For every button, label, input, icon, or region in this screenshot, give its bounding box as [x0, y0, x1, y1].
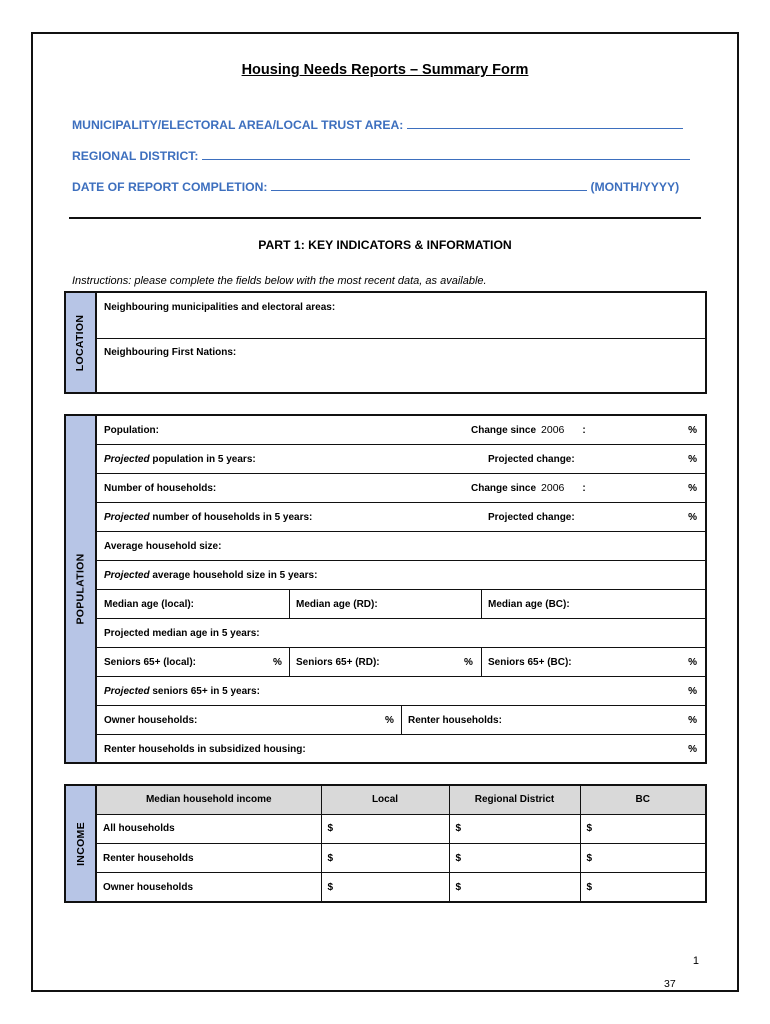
income-cell-local[interactable]: $ — [321, 843, 449, 872]
report-date-label: DATE OF REPORT COMPLETION: — [72, 180, 268, 194]
income-side-label: INCOME — [66, 786, 97, 901]
tenure-row — [97, 706, 705, 735]
population-row — [97, 416, 705, 445]
neighbouring-municipalities-input[interactable] — [97, 317, 705, 339]
median-age-row — [97, 590, 705, 619]
income-row-label: Owner households — [97, 873, 321, 901]
population-change-pct: % — [688, 424, 697, 436]
income-cell-local[interactable]: $ — [321, 873, 449, 901]
seniors-rd-label: Seniors 65+ (RD): — [289, 648, 380, 676]
renter-subsidized-row — [97, 735, 705, 764]
projected-households-pct: % — [688, 511, 697, 523]
projected-population-pct: % — [688, 453, 697, 465]
population-section — [64, 414, 707, 764]
projected-population-row — [97, 445, 705, 474]
projected-avg-size-label: Projected average household size in 5 years: — [104, 569, 318, 581]
population-label: Population: — [104, 424, 159, 436]
regional-district-field — [72, 148, 690, 163]
instructions: Instructions: please complete the fields below with the most recent data, as available. — [72, 275, 487, 287]
page-number: 1 — [692, 955, 699, 967]
report-date-field — [72, 179, 679, 194]
location-side-label: LOCATION — [66, 293, 97, 392]
avg-household-size-row — [97, 532, 705, 561]
income-header-regional: Regional District — [449, 786, 580, 814]
median-age-bc-label: Median age (BC): — [481, 590, 570, 618]
income-header-category: Median household income — [97, 786, 321, 814]
income-cell-bc[interactable]: $ — [580, 873, 705, 901]
seniors-rd-pct: % — [464, 656, 473, 668]
income-cell-regional[interactable]: $ — [449, 843, 580, 872]
neighbouring-municipalities-label: Neighbouring municipalities and electoral areas: — [104, 302, 336, 313]
households-change-label: Change since 2006 : — [471, 482, 586, 494]
table-row — [97, 873, 705, 901]
neighbouring-first-nations-input[interactable] — [97, 361, 705, 391]
projected-seniors-pct: % — [688, 685, 697, 697]
regional-district-label: REGIONAL DISTRICT: — [72, 149, 199, 163]
part-title: PART 1: KEY INDICATORS & INFORMATION — [258, 238, 512, 252]
municipality-field — [72, 117, 683, 132]
income-row-label: Renter households — [97, 843, 321, 872]
seniors-local-label: Seniors 65+ (local): — [104, 656, 196, 668]
income-cell-regional[interactable]: $ — [449, 814, 580, 843]
income-cell-regional[interactable]: $ — [449, 873, 580, 901]
projected-population-label: Projected population in 5 years: — [104, 453, 256, 465]
seniors-row — [97, 648, 705, 677]
municipality-label: MUNICIPALITY/ELECTORAL AREA/LOCAL TRUST AREA: — [72, 118, 404, 132]
form-title: Housing Needs Reports – Summary Form — [241, 62, 529, 78]
seniors-bc-label: Seniors 65+ (BC): — [481, 648, 572, 676]
income-cell-bc[interactable]: $ — [580, 843, 705, 872]
neighbouring-first-nations-label: Neighbouring First Nations: — [104, 347, 237, 358]
income-section — [64, 784, 707, 903]
renter-households-label: Renter households: — [401, 706, 502, 734]
location-divider — [97, 338, 705, 339]
income-cell-local[interactable]: $ — [321, 814, 449, 843]
avg-household-size-label: Average household size: — [104, 540, 222, 552]
income-header-row — [97, 786, 705, 814]
households-row — [97, 474, 705, 503]
regional-district-input[interactable] — [202, 148, 690, 160]
owner-households-pct: % — [385, 714, 394, 726]
income-header-bc: BC — [580, 786, 705, 814]
location-section — [64, 291, 707, 394]
table-row — [97, 814, 705, 843]
median-age-rd-label: Median age (RD): — [289, 590, 378, 618]
population-change-label: Change since 2006 : — [471, 424, 586, 436]
households-base-year[interactable]: 2006 — [541, 482, 565, 494]
projected-seniors-row — [97, 677, 705, 706]
table-row — [97, 843, 705, 872]
projected-households-label: Projected number of households in 5 years: — [104, 511, 313, 523]
renter-subsidized-pct: % — [688, 744, 697, 755]
report-date-input[interactable] — [271, 179, 587, 191]
households-change-pct: % — [688, 482, 697, 494]
header-divider — [69, 217, 701, 219]
income-table — [97, 786, 705, 901]
projected-households-row — [97, 503, 705, 532]
income-header-local: Local — [321, 786, 449, 814]
population-side-label: POPULATION — [66, 416, 97, 762]
owner-households-label: Owner households: — [104, 714, 198, 726]
income-row-label: All households — [97, 814, 321, 843]
report-date-format: (MONTH/YYYY) — [590, 180, 680, 194]
population-base-year[interactable]: 2006 — [541, 424, 565, 436]
median-age-local-label: Median age (local): — [104, 598, 195, 610]
income-cell-bc[interactable]: $ — [580, 814, 705, 843]
projected-median-age-label: Projected median age in 5 years: — [104, 627, 260, 639]
page-number-secondary: 37 — [664, 978, 676, 990]
projected-seniors-label: Projected seniors 65+ in 5 years: — [104, 685, 260, 697]
seniors-bc-pct: % — [688, 656, 697, 668]
projected-avg-size-row — [97, 561, 705, 590]
projected-population-change-label: Projected change: — [488, 453, 575, 465]
projected-households-change-label: Projected change: — [488, 511, 575, 523]
renter-households-pct: % — [688, 714, 697, 726]
renter-subsidized-label: Renter households in subsidized housing: — [104, 744, 306, 755]
municipality-input[interactable] — [407, 117, 683, 129]
seniors-local-pct: % — [273, 656, 282, 668]
projected-median-age-row — [97, 619, 705, 648]
households-label: Number of households: — [104, 482, 217, 494]
